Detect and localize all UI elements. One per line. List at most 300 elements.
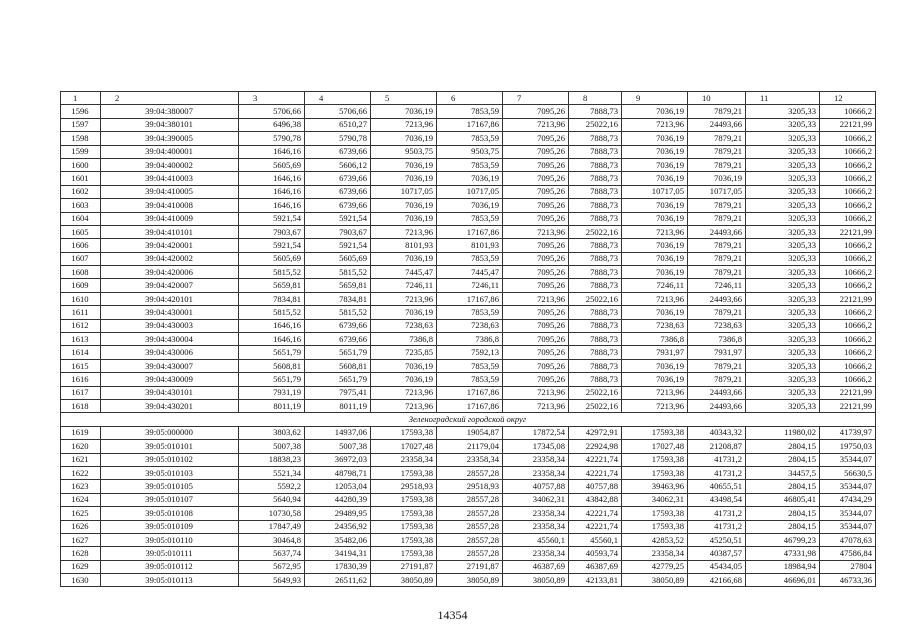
table-cell: 23358,34 — [503, 547, 569, 560]
table-cell: 1614 — [61, 346, 101, 359]
table-cell: 17593,38 — [622, 520, 688, 533]
table-cell: 39:05:010109 — [101, 520, 239, 533]
table-cell: 2 — [101, 92, 239, 105]
table-cell: 7036,19 — [622, 105, 688, 118]
table-cell: 5921,54 — [239, 239, 305, 252]
table-cell: 42221,74 — [569, 520, 622, 533]
table-row — [61, 507, 876, 520]
table-cell: 7246,11 — [688, 279, 746, 292]
table-cell: 11 — [746, 92, 820, 105]
table-cell: 34457,5 — [746, 466, 820, 479]
table-row — [61, 560, 876, 573]
table-cell: 5815,52 — [305, 266, 371, 279]
table-cell: 46387,69 — [569, 560, 622, 573]
table-cell: 7036,19 — [622, 239, 688, 252]
table-row — [61, 399, 876, 412]
table-cell: 7386,8 — [371, 333, 437, 346]
table-cell: 10666,2 — [820, 132, 876, 145]
table-cell: 5592,2 — [239, 480, 305, 493]
table-cell: 23358,34 — [503, 520, 569, 533]
table-cell: 17593,38 — [371, 493, 437, 506]
table-cell: 7888,73 — [569, 346, 622, 359]
table-cell: 29489,95 — [305, 507, 371, 520]
table-cell: 25022,16 — [569, 399, 622, 412]
table-cell: 7036,19 — [437, 199, 503, 212]
table-cell: 6 — [437, 92, 503, 105]
table-body — [61, 92, 876, 587]
table-cell: 7095,26 — [503, 145, 569, 158]
table-cell: 43842,88 — [569, 493, 622, 506]
table-cell: 7036,19 — [371, 252, 437, 265]
table-cell: 8 — [569, 92, 622, 105]
table-cell: 3205,33 — [746, 333, 820, 346]
table-cell: 22121,99 — [820, 399, 876, 412]
section-title: Зеленоградский городской округ — [61, 413, 876, 426]
table-cell: 10666,2 — [820, 185, 876, 198]
table-cell: 9503,75 — [371, 145, 437, 158]
table-cell: 39:04:410009 — [101, 212, 239, 225]
table-cell: 7879,21 — [688, 145, 746, 158]
table-cell: 7931,97 — [622, 346, 688, 359]
table-cell: 2804,15 — [746, 453, 820, 466]
table-cell: 23358,34 — [371, 453, 437, 466]
table-cell: 7213,96 — [371, 292, 437, 305]
table-cell: 5651,79 — [239, 346, 305, 359]
table-row — [61, 158, 876, 171]
table-cell: 6739,66 — [305, 199, 371, 212]
table-cell: 7888,73 — [569, 172, 622, 185]
table-cell: 5659,81 — [239, 279, 305, 292]
table-cell: 39:04:410101 — [101, 225, 239, 238]
table-row — [61, 574, 876, 587]
table-cell: 1596 — [61, 105, 101, 118]
table-cell: 2804,15 — [746, 480, 820, 493]
table-cell: 39:04:400002 — [101, 158, 239, 171]
table-cell: 8101,93 — [371, 239, 437, 252]
page-number: 14354 — [437, 608, 468, 622]
table-cell: 7213,96 — [622, 118, 688, 131]
table-cell: 41731,2 — [688, 466, 746, 479]
table-cell: 1600 — [61, 158, 101, 171]
table-cell: 7235,85 — [371, 346, 437, 359]
table-cell: 7888,73 — [569, 145, 622, 158]
table-cell: 7879,21 — [688, 132, 746, 145]
table-cell: 1646,16 — [239, 319, 305, 332]
table-cell: 39:04:400001 — [101, 145, 239, 158]
table-cell: 7095,26 — [503, 199, 569, 212]
table-row — [61, 199, 876, 212]
table-cell: 7036,19 — [688, 172, 746, 185]
table-cell: 1610 — [61, 292, 101, 305]
table-cell: 7853,59 — [437, 306, 503, 319]
table-cell: 7879,21 — [688, 373, 746, 386]
table-cell: 41739,97 — [820, 426, 876, 439]
table-cell: 10666,2 — [820, 172, 876, 185]
table-cell: 7888,73 — [569, 333, 622, 346]
table-cell: 17027,48 — [371, 440, 437, 453]
table-cell: 18984,94 — [746, 560, 820, 573]
table-row — [61, 172, 876, 185]
table-cell: 5921,54 — [305, 212, 371, 225]
table-cell: 39:04:380101 — [101, 118, 239, 131]
table-cell: 38050,89 — [622, 574, 688, 587]
table-cell: 22924,98 — [569, 440, 622, 453]
table-cell: 25022,16 — [569, 225, 622, 238]
table-cell: 7095,26 — [503, 212, 569, 225]
table-cell: 1623 — [61, 480, 101, 493]
table-cell: 7095,26 — [503, 359, 569, 372]
table-cell: 1616 — [61, 373, 101, 386]
table-cell: 23358,34 — [503, 453, 569, 466]
table-cell: 10666,2 — [820, 158, 876, 171]
table-cell: 1608 — [61, 266, 101, 279]
table-cell: 7246,11 — [371, 279, 437, 292]
table-cell: 3205,33 — [746, 399, 820, 412]
table-cell: 28557,28 — [437, 533, 503, 546]
table-cell: 38050,89 — [371, 574, 437, 587]
table-cell: 42779,25 — [622, 560, 688, 573]
table-cell: 25022,16 — [569, 118, 622, 131]
table-cell: 7213,96 — [503, 386, 569, 399]
table-cell: 10666,2 — [820, 212, 876, 225]
table-cell: 21179,04 — [437, 440, 503, 453]
table-cell: 39:04:430201 — [101, 399, 239, 412]
table-row — [61, 373, 876, 386]
table-cell: 7879,21 — [688, 252, 746, 265]
table-cell: 39:04:410008 — [101, 199, 239, 212]
table-cell: 3205,33 — [746, 346, 820, 359]
table-cell: 7036,19 — [371, 212, 437, 225]
table-cell: 1622 — [61, 466, 101, 479]
table-cell: 17872,54 — [503, 426, 569, 439]
table-row — [61, 480, 876, 493]
table-cell: 10666,2 — [820, 239, 876, 252]
table-cell: 5921,54 — [305, 239, 371, 252]
table-cell: 7036,19 — [622, 172, 688, 185]
table-cell: 10666,2 — [820, 199, 876, 212]
table-cell: 42133,81 — [569, 574, 622, 587]
table-cell: 39:04:430101 — [101, 386, 239, 399]
table-cell: 27804 — [820, 560, 876, 573]
table-cell: 3205,33 — [746, 319, 820, 332]
table-cell: 3205,33 — [746, 292, 820, 305]
table-cell: 39:04:430001 — [101, 306, 239, 319]
table-cell: 10666,2 — [820, 279, 876, 292]
table-cell: 39:04:430006 — [101, 346, 239, 359]
table-cell: 47434,29 — [820, 493, 876, 506]
table-cell: 7036,19 — [622, 252, 688, 265]
section-row — [61, 413, 876, 426]
table-cell: 39:05:010113 — [101, 574, 239, 587]
table-cell: 24493,66 — [688, 225, 746, 238]
table-cell: 5637,74 — [239, 547, 305, 560]
table-cell: 10666,2 — [820, 319, 876, 332]
table-cell: 7975,41 — [305, 386, 371, 399]
table-cell: 7238,63 — [437, 319, 503, 332]
table-cell: 27191,87 — [371, 560, 437, 573]
table-cell: 7246,11 — [437, 279, 503, 292]
table-cell: 40593,74 — [569, 547, 622, 560]
table-cell: 12 — [820, 92, 876, 105]
table-row — [61, 145, 876, 158]
table-cell: 39:04:420001 — [101, 239, 239, 252]
table-cell: 6510,27 — [305, 118, 371, 131]
table-cell: 7879,21 — [688, 359, 746, 372]
table-row — [61, 453, 876, 466]
table-cell: 1646,16 — [239, 199, 305, 212]
table-cell: 17167,86 — [437, 118, 503, 131]
table-cell: 1627 — [61, 533, 101, 546]
table-cell: 24493,66 — [688, 399, 746, 412]
table-cell: 1646,16 — [239, 333, 305, 346]
table-cell: 7036,19 — [371, 359, 437, 372]
table-cell: 24356,92 — [305, 520, 371, 533]
table-cell: 28557,28 — [437, 520, 503, 533]
table-cell: 4 — [305, 92, 371, 105]
table-cell: 17593,38 — [371, 533, 437, 546]
table-cell: 29518,93 — [371, 480, 437, 493]
table-cell: 17593,38 — [371, 507, 437, 520]
table-cell: 7246,11 — [622, 279, 688, 292]
table-cell: 7036,19 — [371, 158, 437, 171]
table-cell: 38050,89 — [503, 574, 569, 587]
table-cell: 42853,52 — [622, 533, 688, 546]
table-cell: 7036,19 — [622, 199, 688, 212]
table-cell: 17830,39 — [305, 560, 371, 573]
table-cell: 17167,86 — [437, 399, 503, 412]
table-cell: 23358,34 — [437, 453, 503, 466]
table-cell: 39:04:430003 — [101, 319, 239, 332]
table-cell: 1625 — [61, 507, 101, 520]
table-cell: 2804,15 — [746, 520, 820, 533]
table-cell: 23358,34 — [503, 507, 569, 520]
table-cell: 10717,05 — [371, 185, 437, 198]
table-cell: 1 — [61, 92, 101, 105]
table-row — [61, 466, 876, 479]
table-cell: 1601 — [61, 172, 101, 185]
table-cell: 3205,33 — [746, 359, 820, 372]
table-cell: 7888,73 — [569, 279, 622, 292]
table-cell: 6739,66 — [305, 319, 371, 332]
table-cell: 35344,07 — [820, 520, 876, 533]
table-row — [61, 547, 876, 560]
table-cell: 7213,96 — [371, 118, 437, 131]
table-cell: 5605,69 — [305, 252, 371, 265]
table-cell: 7036,19 — [622, 158, 688, 171]
table-cell: 1630 — [61, 574, 101, 587]
table-cell: 41731,2 — [688, 507, 746, 520]
table-cell: 21208,87 — [688, 440, 746, 453]
table-cell: 39:05:010110 — [101, 533, 239, 546]
table-row — [61, 118, 876, 131]
table-cell: 7095,26 — [503, 373, 569, 386]
table-cell: 7095,26 — [503, 132, 569, 145]
table-cell: 24493,66 — [688, 386, 746, 399]
table-cell: 23358,34 — [622, 547, 688, 560]
table-cell: 39:05:010111 — [101, 547, 239, 560]
table-cell: 7095,26 — [503, 266, 569, 279]
table-cell: 1611 — [61, 306, 101, 319]
table-cell: 17593,38 — [371, 520, 437, 533]
table-cell: 5007,38 — [239, 440, 305, 453]
table-cell: 10666,2 — [820, 266, 876, 279]
table-cell: 3205,33 — [746, 145, 820, 158]
table-cell: 7095,26 — [503, 105, 569, 118]
table-cell: 7213,96 — [503, 118, 569, 131]
table-cell: 5815,52 — [239, 266, 305, 279]
table-cell: 7036,19 — [371, 373, 437, 386]
table-row — [61, 252, 876, 265]
table-cell: 3205,33 — [746, 199, 820, 212]
table-cell: 47078,63 — [820, 533, 876, 546]
table-cell: 5605,69 — [239, 158, 305, 171]
table-cell: 5521,34 — [239, 466, 305, 479]
table-cell: 40387,57 — [688, 547, 746, 560]
table-cell: 7879,21 — [688, 105, 746, 118]
table-cell: 7036,19 — [622, 373, 688, 386]
table-cell: 46696,01 — [746, 574, 820, 587]
table-cell: 7213,96 — [371, 225, 437, 238]
table-cell: 7853,59 — [437, 252, 503, 265]
table-cell: 7888,73 — [569, 319, 622, 332]
table-cell: 7213,96 — [503, 399, 569, 412]
table-cell: 7834,81 — [305, 292, 371, 305]
table-cell: 7213,96 — [622, 292, 688, 305]
table-cell: 30464,8 — [239, 533, 305, 546]
table-cell: 9 — [622, 92, 688, 105]
table-cell: 10666,2 — [820, 359, 876, 372]
table-cell: 40757,88 — [503, 480, 569, 493]
table-cell: 7445,47 — [437, 266, 503, 279]
table-cell: 39:05:010108 — [101, 507, 239, 520]
table-cell: 41731,2 — [688, 520, 746, 533]
table-cell: 10717,05 — [622, 185, 688, 198]
table-cell: 36972,03 — [305, 453, 371, 466]
table-cell: 3205,33 — [746, 185, 820, 198]
table-cell: 7095,26 — [503, 239, 569, 252]
table-cell: 28557,28 — [437, 507, 503, 520]
table-cell: 7386,8 — [688, 333, 746, 346]
table-cell: 5921,54 — [239, 212, 305, 225]
table-cell: 5651,79 — [305, 373, 371, 386]
table-row — [61, 319, 876, 332]
table-cell: 7853,59 — [437, 212, 503, 225]
table-cell: 39:05:010107 — [101, 493, 239, 506]
table-cell: 5659,81 — [305, 279, 371, 292]
table-cell: 39:04:420006 — [101, 266, 239, 279]
table-cell: 7888,73 — [569, 359, 622, 372]
table-cell: 18838,23 — [239, 453, 305, 466]
table-cell: 42166,68 — [688, 574, 746, 587]
table-cell: 1597 — [61, 118, 101, 131]
table-cell: 7036,19 — [622, 266, 688, 279]
table-cell: 17593,38 — [371, 426, 437, 439]
table-cell: 7036,19 — [622, 359, 688, 372]
table-cell: 40655,51 — [688, 480, 746, 493]
table-cell: 7036,19 — [371, 306, 437, 319]
table-cell: 7213,96 — [371, 386, 437, 399]
table-cell: 28557,28 — [437, 466, 503, 479]
table-cell: 39:04:430009 — [101, 373, 239, 386]
table-cell: 24493,66 — [688, 118, 746, 131]
table-cell: 7888,73 — [569, 239, 622, 252]
table-cell: 7036,19 — [622, 132, 688, 145]
table-cell: 7888,73 — [569, 105, 622, 118]
table-cell: 39:04:420101 — [101, 292, 239, 305]
table-cell: 11980,02 — [746, 426, 820, 439]
table-cell: 7853,59 — [437, 373, 503, 386]
table-cell: 17027,48 — [622, 440, 688, 453]
table-cell: 1646,16 — [239, 185, 305, 198]
table-cell: 7095,26 — [503, 279, 569, 292]
table-cell: 8101,93 — [437, 239, 503, 252]
table-cell: 1624 — [61, 493, 101, 506]
table-cell: 17593,38 — [371, 466, 437, 479]
table-cell: 3205,33 — [746, 105, 820, 118]
table-cell: 35344,07 — [820, 507, 876, 520]
table-cell: 42221,74 — [569, 466, 622, 479]
table-cell: 42972,91 — [569, 426, 622, 439]
table-cell: 5605,69 — [239, 252, 305, 265]
table-cell: 1604 — [61, 212, 101, 225]
table-cell: 39:05:010103 — [101, 466, 239, 479]
table-cell: 19750,03 — [820, 440, 876, 453]
table-cell: 7095,26 — [503, 319, 569, 332]
table-cell: 7853,59 — [437, 359, 503, 372]
table-cell: 6739,66 — [305, 172, 371, 185]
table-cell: 48798,71 — [305, 466, 371, 479]
table-cell: 14937,06 — [305, 426, 371, 439]
table-cell: 45434,05 — [688, 560, 746, 573]
table-row — [61, 105, 876, 118]
table-cell: 10730,58 — [239, 507, 305, 520]
table-cell: 6739,66 — [305, 185, 371, 198]
table-cell: 7888,73 — [569, 306, 622, 319]
table-cell: 47331,98 — [746, 547, 820, 560]
table-cell: 7095,26 — [503, 185, 569, 198]
table-cell: 39:05:010105 — [101, 480, 239, 493]
table-cell: 7095,26 — [503, 333, 569, 346]
table-cell: 3205,33 — [746, 158, 820, 171]
table-cell: 7879,21 — [688, 158, 746, 171]
table-cell: 7095,26 — [503, 306, 569, 319]
table-cell: 1646,16 — [239, 172, 305, 185]
table-cell: 46799,23 — [746, 533, 820, 546]
table-cell: 10666,2 — [820, 346, 876, 359]
table-cell: 10666,2 — [820, 252, 876, 265]
table-cell: 7879,21 — [688, 199, 746, 212]
table-cell: 3205,33 — [746, 212, 820, 225]
table-cell: 7903,67 — [239, 225, 305, 238]
table-cell: 7036,19 — [371, 132, 437, 145]
table-cell: 1609 — [61, 279, 101, 292]
table-cell: 1621 — [61, 453, 101, 466]
table-cell: 34062,31 — [503, 493, 569, 506]
table-cell: 7879,21 — [688, 212, 746, 225]
table-cell: 7853,59 — [437, 105, 503, 118]
table-cell: 10666,2 — [820, 105, 876, 118]
table-row — [61, 132, 876, 145]
table-cell: 39:05:010101 — [101, 440, 239, 453]
table-cell: 25022,16 — [569, 292, 622, 305]
table-cell: 35344,07 — [820, 480, 876, 493]
table-cell: 3205,33 — [746, 266, 820, 279]
table-cell: 7592,13 — [437, 346, 503, 359]
table-cell: 7931,19 — [239, 386, 305, 399]
table-cell: 3205,33 — [746, 373, 820, 386]
table-cell: 3205,33 — [746, 118, 820, 131]
table-cell: 7888,73 — [569, 132, 622, 145]
